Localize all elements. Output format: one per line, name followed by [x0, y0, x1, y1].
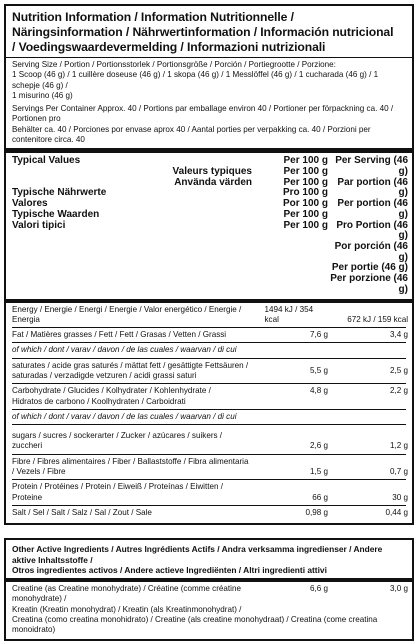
saturates-per100: 5,5 g	[309, 365, 328, 375]
creatine-per100: 6,6 g	[309, 584, 328, 594]
salt-label: Salt / Sel / Salt / Salz / Sal / Zout / Sale	[12, 507, 152, 517]
salt-per-serving: 0,44 g	[385, 507, 408, 517]
header-per-serving: Per Serving (46 g) Par portion (46 g) Per portion (46 g) Pro Portion (46 g) Por porción (46 g) Per portie (46 g) Per porzione (46 g)	[330, 155, 408, 295]
fat-note-label: of which / dont / varav / davon / de las cuales / waarvan / di cui	[12, 345, 237, 355]
creatine-label: Creatine (as Creatine monohydrate) / Créatine (comme créatine monohydrate) / 6,6 g 3,0 g Kreatin (Kreatin monohydrat) / Kreatin (als Kreatinmonohydrat) / Creatina (como creatina monohidrato) / Creatine (als creatine monohydraat) / Creatina (come creatina monoidrato)	[12, 584, 408, 635]
row-saturates	[12, 358, 406, 384]
fat-per-serving: 3,4 g	[389, 330, 408, 340]
fat-per100: 7,6 g	[309, 330, 328, 340]
creatine-per-serving: 3,0 g	[389, 584, 408, 594]
carbohydrate-label: Carbohydrate / Glucides / Kolhydrater / Kohlenhydrate / Hidratos de carbono / Koolhydraten / Carboidrati	[12, 386, 211, 406]
row-fat-note	[12, 342, 406, 357]
row-salt	[12, 505, 406, 520]
fibre-per100: 1,5 g	[309, 467, 328, 477]
row-fat	[12, 327, 406, 342]
header-labels: Typical Values Valeurs typiques Använda värden Typische Nährwerte Valores Typische Waarden Valori tipici	[12, 155, 252, 231]
label-container	[4, 4, 414, 641]
protein-per100: 66 g	[312, 492, 328, 502]
header-per100: Per 100 g Per 100 g Per 100 g Pro 100 g Por 100 g Per 100 g Per 100 g	[282, 155, 328, 231]
other-active-divider	[6, 578, 412, 582]
row-sugars	[12, 424, 406, 454]
fibre-per-serving: 0,7 g	[389, 467, 408, 477]
energy-label: Energy / Energie / Energi / Energie / Valor energético / Energie / Energia	[12, 304, 242, 324]
nutrition-title: Nutrition Information / Information Nutritionnelle / Näringsinformation / Nährwertinformation / Información nutricional / Voedingswaardevermelding / Informazioni nutrizionali	[12, 10, 394, 54]
carbohydrate-per100: 4,8 g	[309, 386, 328, 396]
row-carb-note	[12, 409, 406, 424]
sugars-per100: 2,6 g	[309, 441, 328, 451]
table-header	[12, 153, 406, 297]
other-active-panel	[4, 538, 414, 640]
salt-per100: 0,98 g	[305, 507, 328, 517]
saturates-per-serving: 2,5 g	[389, 365, 408, 375]
serving-size: Serving Size / Portion / Portionsstorlek / Portionsgröße / Porción / Portiegrootte / Porzione: 1 Scoop (46 g) / 1 cuillère doseuse (46 g) / 1 skopa (46 g) / 1 Messlöffel (46 g) / 1 cucharada (46 g) / 1 schepje (46 g) / 1 misurino (46 g)	[12, 60, 379, 100]
protein-label: Protein / Protéines / Protein / Eiweiß / Proteínas / Eiwitten / Proteine	[12, 482, 223, 502]
carb-note-label: of which / dont / varav / davon / de las cuales / waarvan / di cui	[12, 411, 237, 421]
row-energy	[12, 303, 406, 328]
row-fibre	[12, 454, 406, 480]
energy-per-serving: 672 kJ / 159 kcal	[347, 314, 408, 324]
carbohydrate-per-serving: 2,2 g	[389, 386, 408, 396]
nutrition-panel	[4, 4, 414, 525]
row-carbohydrate	[12, 383, 406, 409]
sugars-per-serving: 1,2 g	[389, 441, 408, 451]
sugars-label: sugars / sucres / sockerarter / Zucker / azúcares / suikers / zuccheri	[12, 431, 223, 451]
row-creatine	[12, 584, 406, 635]
protein-per-serving: 30 g	[392, 492, 408, 502]
fat-label: Fat / Matières grasses / Fett / Fett / Grasas / Vetten / Grassi	[12, 330, 227, 340]
row-protein	[12, 479, 406, 505]
fibre-label: Fibre / Fibres alimentaires / Fiber / Ballaststoffe / Fibra alimentaria / Vezels / Fibre	[12, 456, 249, 477]
other-active-title: Other Active Ingredients / Autres Ingrédients Actifs / Andra verksamma ingredienser / Andere aktive Inhaltsstoffe / Otros ingredientes activos / Andere actieve Ingrediënten / Altri ingredienti attivi	[12, 544, 383, 575]
energy-per100: 1494 kJ / 354 kcal	[264, 304, 314, 324]
saturates-label: saturates / acide gras saturés / mättat fett / gesättigte Fettsäuren / saturadas / verzadigde vetzuren / acidi grassi saturi	[12, 360, 249, 380]
servings-per-container: Servings Per Container Approx. 40 / Portions par emballage environ 40 / Portioner per förpackning ca. 40 / Portionen pro Behälter ca. 40 / Porciones por envase aprox 40 / Aantal porties per verpakking ca. 40 / Porzioni per contenitore circa. 40	[12, 104, 394, 145]
